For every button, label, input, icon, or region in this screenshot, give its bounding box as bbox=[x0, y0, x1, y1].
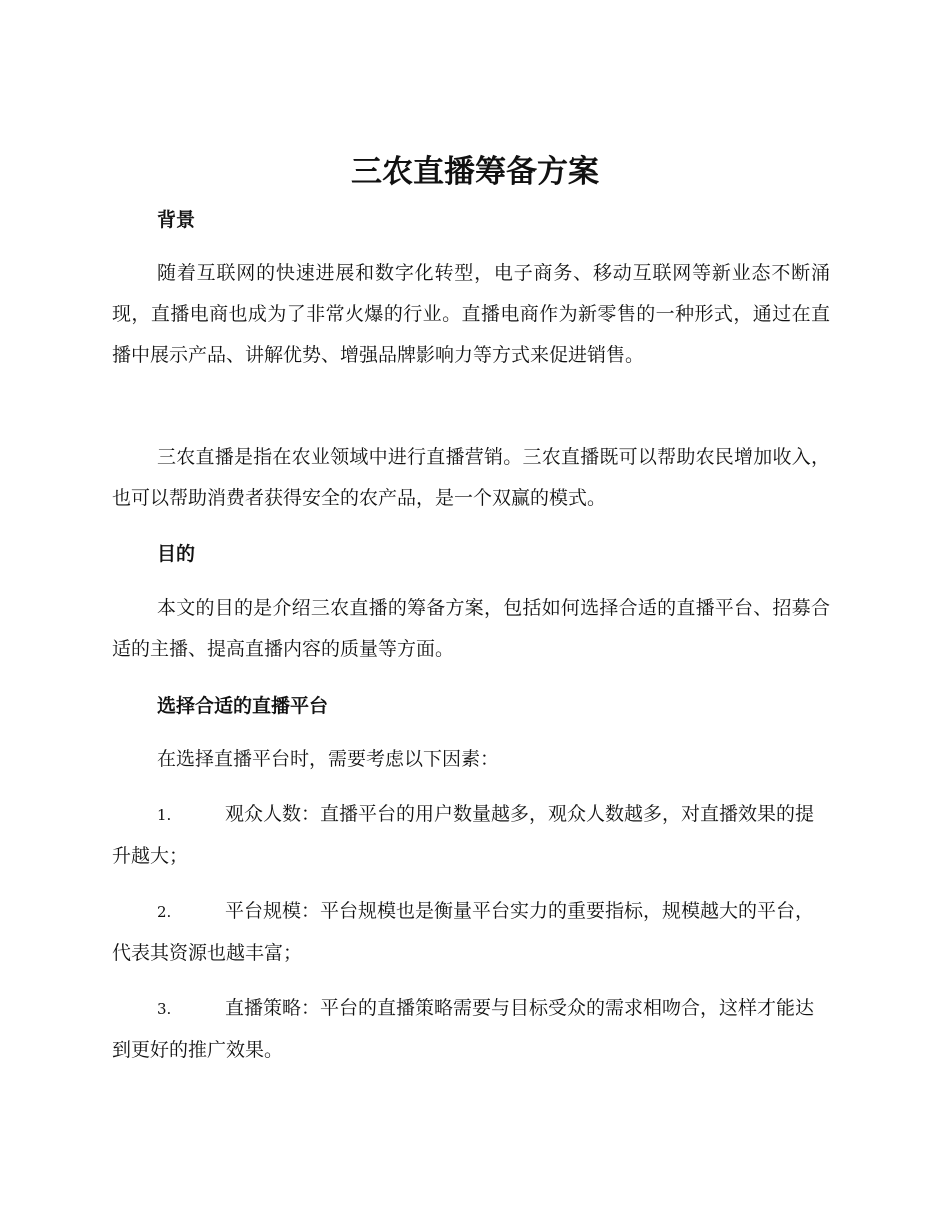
list-number: 1. bbox=[157, 806, 172, 824]
list-number: 3. bbox=[157, 1000, 172, 1018]
paragraph: 随着互联网的快速进展和数字化转型，电子商务、移动互联网等新业态不断涌现，直播电商也成为了非常火爆的行业。直播电商作为新零售的一种形式，通过在直播中展示产品、讲解优势、增强品牌影响力等方式来促进销售。 bbox=[112, 262, 830, 366]
list-number: 2. bbox=[157, 903, 172, 921]
list-item-text: 直播策略：平台的直播策略需要与目标受众的需求相吻合，这样才能达到更好的推广效果。 bbox=[112, 997, 815, 1061]
paragraph: 本文的目的是介绍三农直播的筹备方案，包括如何选择合适的直播平台、招募合适的主播、提高直播内容的质量等方面。 bbox=[112, 597, 830, 660]
list-item bbox=[112, 794, 830, 877]
document-title: 三农直播筹备方案 bbox=[351, 154, 599, 190]
list-item-text: 观众人数：直播平台的用户数量越多，观众人数越多，对直播效果的提升越大； bbox=[112, 803, 815, 867]
list-item bbox=[112, 891, 830, 974]
section-heading-platform: 选择合适的直播平台 bbox=[157, 695, 329, 717]
section-heading-purpose: 目的 bbox=[157, 543, 196, 565]
paragraph: 在选择直播平台时，需要考虑以下因素： bbox=[157, 748, 500, 770]
list-item-text: 平台规模：平台规模也是衡量平台实力的重要指标，规模越大的平台，代表其资源也越丰富； bbox=[112, 900, 815, 964]
section-heading-background: 背景 bbox=[157, 209, 196, 231]
list-item bbox=[112, 988, 830, 1071]
paragraph: 三农直播是指在农业领域中进行直播营销。三农直播既可以帮助农民增加收入，也可以帮助消费者获得安全的农产品，是一个双赢的模式。 bbox=[112, 446, 830, 509]
